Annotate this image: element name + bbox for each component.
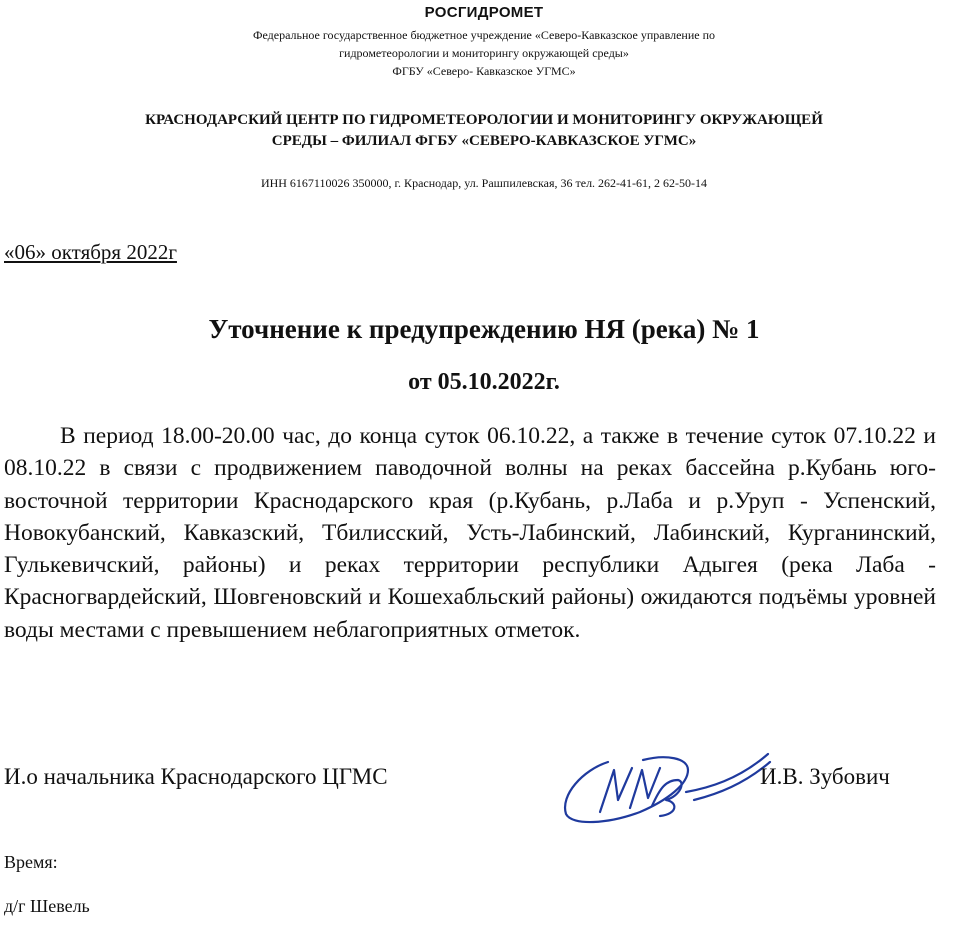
org-name: РОСГИДРОМЕТ xyxy=(424,4,544,21)
document-subtitle-date: от 05.10.2022г. xyxy=(408,369,560,395)
signer-name: И.В. Зубович xyxy=(760,764,890,789)
org-full-name-line2: гидрометеорологии и мониторингу окружающей среды» xyxy=(339,46,629,60)
org-short-name: ФГБУ «Северо- Кавказское УГМС» xyxy=(392,64,576,78)
center-contacts: ИНН 6167110026 350000, г. Краснодар, ул. Рашпилевская, 36 тел. 262-41-61, 2 62-50-14 xyxy=(260,176,708,190)
duty-forecaster: д/г Шевель xyxy=(4,896,90,916)
signer-position: И.о начальника Краснодарского ЦГМС xyxy=(4,764,388,789)
warning-body: В период 18.00-20.00 час, до конца суток 06.10.22, а также в течение суток 07.10.22 и 08.10.22 в связи с продвижением паводочной волны на реках бассейна р.Кубань юго-восточной территории Краснодарского края (р.Кубань, р.Лаба и р.Уруп - Успенский, Новокубанский, Кавказский, Тбилисский, Усть-Лабинский, Лабинский, Курганинский, Гулькевичский, районы) и реках территории республики Адыгея (река Лаба - Красногвардейский, Шовгеновский и Кошехабльский районы) ожидаются подъёмы уровней воды местами с превышением неблагоприятных отметок. xyxy=(4,423,936,643)
org-full-name-line1: Федеральное государственное бюджетное учреждение «Северо-Кавказское управление по xyxy=(253,28,715,42)
time-label: Время: xyxy=(4,852,58,872)
handwritten-signature xyxy=(548,740,778,828)
center-title-line1: КРАСНОДАРСКИЙ ЦЕНТР ПО ГИДРОМЕТЕОРОЛОГИИ И МОНИТОРИНГУ ОКРУЖАЮЩЕЙ xyxy=(145,112,823,128)
document-title: Уточнение к предупреждению НЯ (река) № 1 xyxy=(208,314,760,344)
center-title-line2: СРЕДЫ – ФИЛИАЛ ФГБУ «СЕВЕРО-КАВКАЗСКОЕ УГМС» xyxy=(271,133,697,149)
document-date: «06» октября 2022г xyxy=(4,240,177,264)
